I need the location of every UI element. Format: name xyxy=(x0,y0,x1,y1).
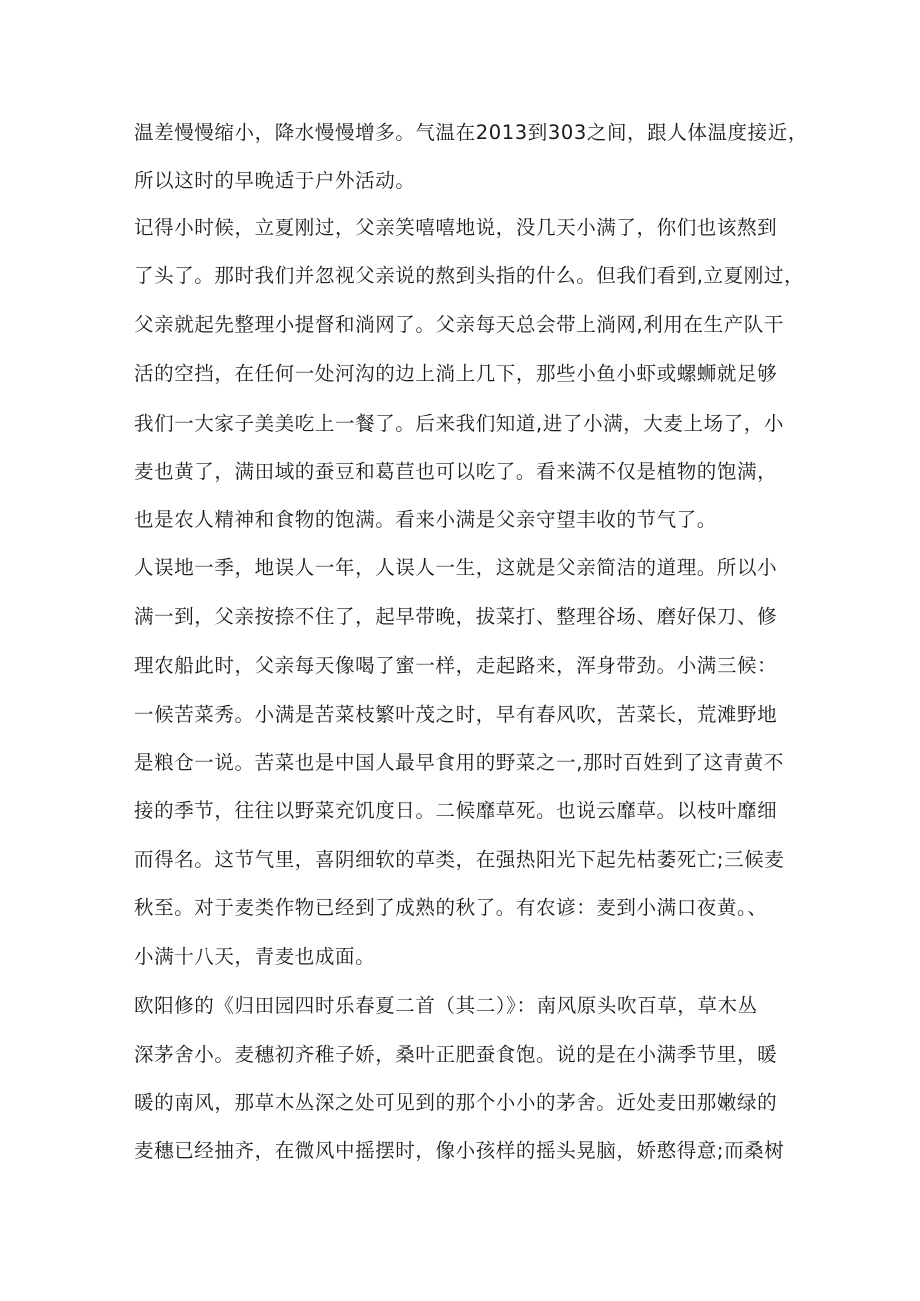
text-line: 深茅舍小。麦穗初齐稚子娇，桑叶正肥蚕食饱。说的是在小满季节里，暖 xyxy=(134,1043,778,1066)
text-line: 也是农人精神和食物的饱满。看来小满是父亲守望丰收的节气了。 xyxy=(134,508,717,531)
text-line: 接的季节，往往以野菜充饥度日。二候靡草死。也说云靡草。以枝叶靡细 xyxy=(134,799,778,822)
text-line: 欧阳修的《归田园四时乐春夏二首（其二）》：南风原头吹百草，草木丛 xyxy=(134,994,758,1017)
text-line: 一候苦菜秀。小满是苦菜枝繁叶茂之时，早有春风吹，苦菜长，荒滩野地 xyxy=(134,703,778,726)
text-line: 麦穗已经抽齐，在微风中摇摆时，像小孩样的摇头晃脑，娇憨得意;而桑树 xyxy=(134,1139,785,1162)
text-line: 满一到，父亲按捺不住了，起早带晚，拔菜打、整理谷场、磨好保刀、修 xyxy=(134,605,778,628)
text-line: 了头了。那时我们并忽视父亲说的熬到头指的什么。但我们看到,立夏刚过， xyxy=(134,264,805,287)
text-line: 理农船此时，父亲每天像喝了蜜一样，走起路来，浑身带劲。小满三候： xyxy=(134,654,778,677)
text-line: 活的空挡，在任何一处河沟的边上淌上几下，那些小鱼小虾或螺蛳就足够 xyxy=(134,362,778,385)
text-line: 是粮仓一说。苦菜也是中国人最早食用的野菜之一,那时百姓到了这青黄不 xyxy=(134,751,784,774)
text-line: 我们一大家子美美吃上一餐了。后来我们知道,进了小满，大麦上场了，小 xyxy=(134,412,784,435)
text-line: 温差慢慢缩小，降水慢慢增多。气温在2013到303之间，跟人体温度接近， xyxy=(134,121,808,144)
text-line: 暖的南风，那草木丛深之处可见到的那个小小的茅舍。近处麦田那嫩绿的 xyxy=(134,1091,778,1114)
text-line: 所以这时的早晚适于户外活动。 xyxy=(134,169,416,192)
text-line: 父亲就起先整理小提督和淌网了。父亲每天总会带上淌网,利用在生产队干 xyxy=(134,313,784,336)
text-line: 人误地一季，地误人一年，人误人一生，这就是父亲简洁的道理。所以小 xyxy=(134,556,778,579)
text-line: 秋至。对于麦类作物已经到了成熟的秋了。有农谚：麦到小满口夜黄。、 xyxy=(134,896,768,919)
text-line: 而得名。这节气里，喜阴细软的草类，在强热阳光下起先枯萎死亡;三候麦 xyxy=(134,848,785,871)
text-line: 记得小时候，立夏刚过，父亲笑嘻嘻地说，没几天小满了，你们也该熬到 xyxy=(134,216,778,239)
text-line: 小满十八天，青麦也成面。 xyxy=(134,945,376,968)
text-line: 麦也黄了，满田域的蚕豆和葛苣也可以吃了。看来满不仅是植物的饱满， xyxy=(134,460,778,483)
